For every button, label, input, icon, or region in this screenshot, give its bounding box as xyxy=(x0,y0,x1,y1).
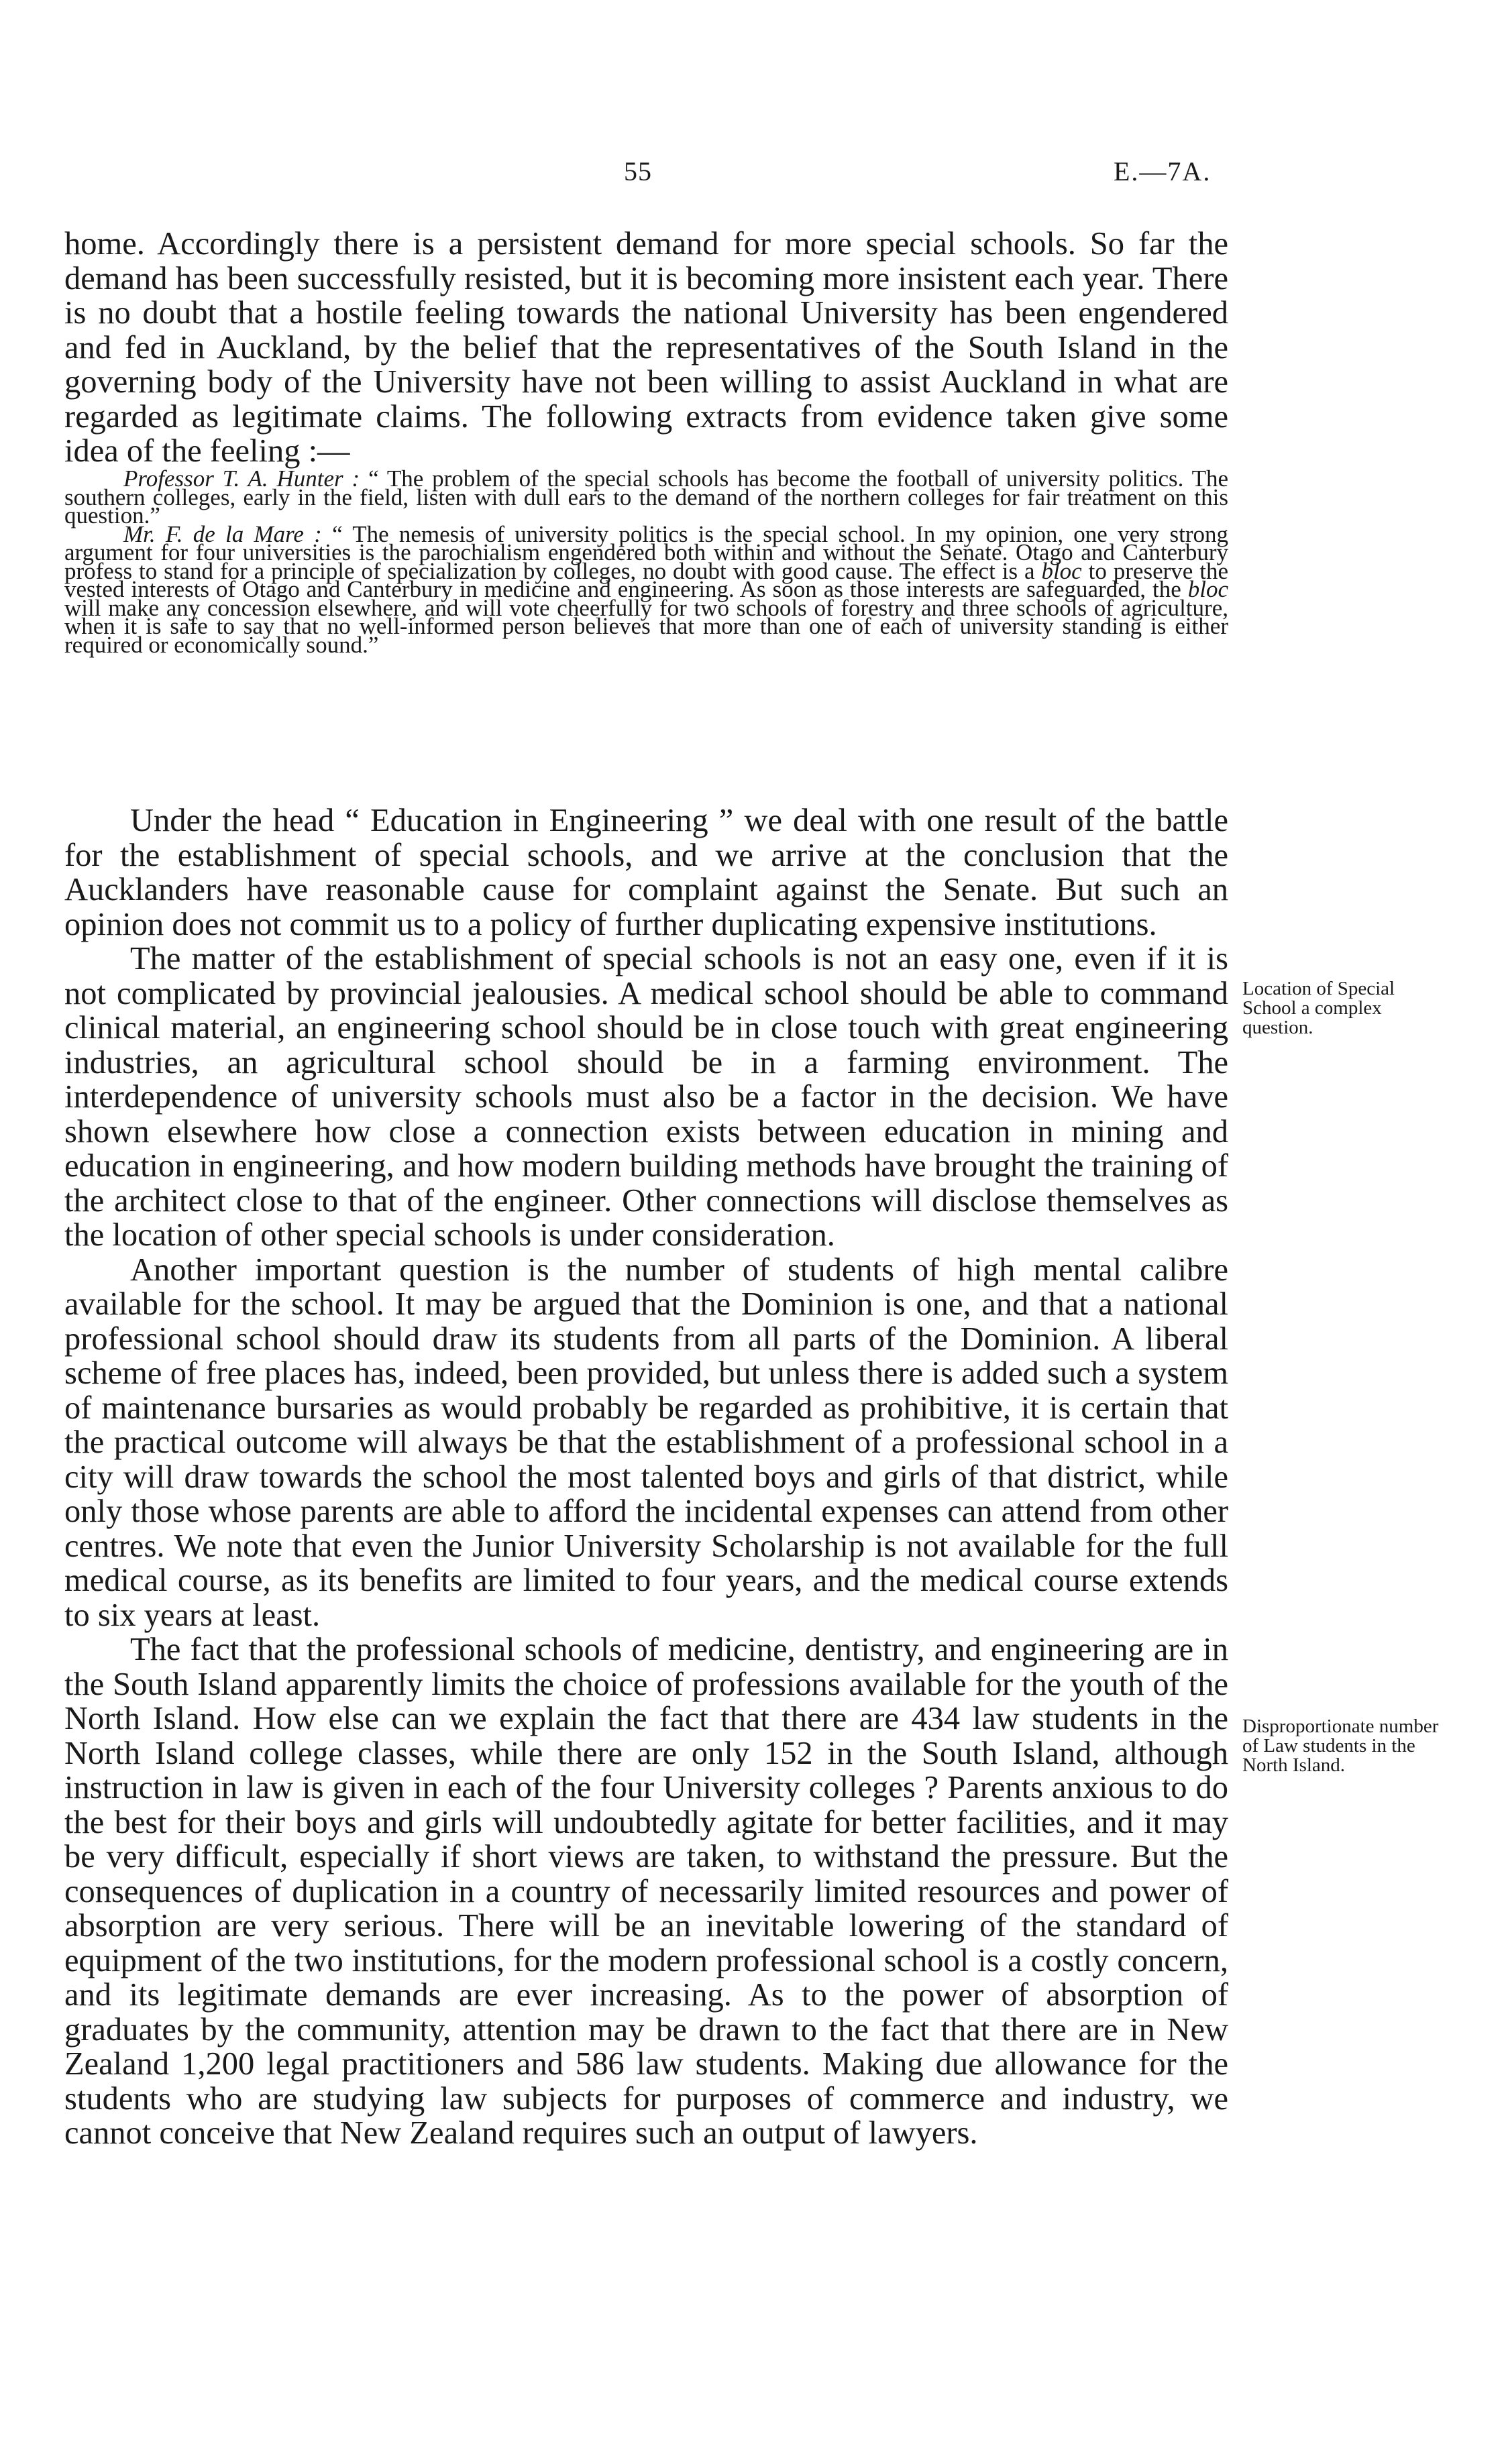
quote-speaker-de-la-mare: Mr. F. de la Mare : xyxy=(123,520,322,547)
main-text-lower xyxy=(64,803,1228,2151)
page-number: 55 xyxy=(624,156,652,186)
paragraph-education-in-engineering: Under the head “ Education in Engineering ” we deal with one result of the battle for the establishment of special schools, and we arrive at the conclusion that the Aucklanders have reasonable cause for complaint against the Senate. But such an opinion does not commit us to a policy of further duplicating expensive institutions. xyxy=(64,803,1228,942)
paragraph-law-students: The fact that the professional schools of medicine, dentistry, and engineering are in the South Island apparently limits the choice of professions available for the youth of the North Island. How else can we explain the fact that there are 434 law students in the North Island college classes, while there are only 152 in the South Island, although instruction in law is given in each of the four University colleges ? Parents anxious to do the best for their boys and girls will undoubtedly agitate for better facilities, and it may be very difficult, especially if short views are taken, to withstand the pressure. But the consequences of duplication in a country of necessarily limited resources and power of absorption are very serious. There will be an inevitable lowering of the standard of equipment of the two institutions, for the modern professional school is a costly concern, and its legitimate demands are ever increasing. As to the power of absorption of graduates by the community, attention may be drawn to the fact that there are in New Zealand 1,200 legal practitioners and 586 law students. Making due allowance for the students who are studying law subjects for purposes of commerce and industry, we cannot conceive that New Zealand requires such an output of lawyers. xyxy=(64,1632,1228,2151)
quote-text-hunter: “ The problem of the special schools has become the football of university politics. The southern colleges, early in the field, listen with dull ears to the demand of the northern colleges for fair treatment on this question.” xyxy=(64,465,1228,528)
paragraph-students-of-high-calibre: Another important question is the number of students of high mental calibre available for the school. It may be argued that the Dominion is one, and that a national professional school should draw its students from all parts of the Dominion. A liberal scheme of free places has, indeed, been provided, but unless there is added such a system of maintenance bursaries as would probably be regarded as prohibitive, it is certain that the practical outcome will always be that the establishment of a professional school in a city will draw towards the school the most talented boys and girls of that district, while only those whose parents are able to afford the incidental expenses can attend from other centres. We note that even the Junior University Scholarship is not available for the full medical course, as its benefits are limited to four years, and the medical course extends to six years at least. xyxy=(64,1251,1228,1633)
quote-italic-bloc-1: bloc xyxy=(1041,557,1082,584)
quote-speaker-hunter: Professor T. A. Hunter : xyxy=(123,465,360,492)
quote-italic-bloc-2: bloc xyxy=(1187,576,1228,602)
paragraph-continuation: home. Accordingly there is a persistent demand for more special schools. So far the demand has been successfully resisted, but it is becoming more insistent each year. There is no doubt that a hostile feeling towards the national University has been engendered and fed in Auckland, by the belief that the representatives of the South Island in the governing body of the University have not been willing to assist Auckland in what are regarded as legitimate claims. The following extracts from evidence taken give some idea of the feeling :— xyxy=(64,226,1228,469)
main-text-upper xyxy=(64,227,1228,469)
quote-text-de-la-mare-c: will make any concession elsewhere, and will vote cheerfully for two schools of forestry and three schools of agriculture, when it is safe to say that no well-informed person believes that more than one of each of university standing is either required or economically sound.” xyxy=(64,594,1228,658)
quote-text-de-la-mare-a: “ The nemesis of university politics is the special school. In my opinion, one very strong argument for four universities is the parochialism engendered both within and without the Senate. Otago and Canterbury profess to stand for a principle of specialization by colleges, no doubt with good cause. The effect is a xyxy=(64,520,1228,584)
document-reference: E.—7A. xyxy=(1114,156,1212,186)
evidence-extracts xyxy=(64,465,1228,658)
quote-hunter xyxy=(64,465,1228,528)
quote-text-de-la-mare-b: to preserve the vested interests of Otago and Canterbury in medicine and engineering. As soon as those interests are safeguarded, the xyxy=(64,557,1228,602)
paragraph-special-school-location: The matter of the establishment of special schools is not an easy one, even if it is not complicated by provincial jealousies. A medical school should be able to command clinical material, an engineering school should be in close touch with great engineering industries, an agricultural school should be in a farming environment. The interdependence of university schools must also be a factor in the decision. We have shown elsewhere how close a connection exists between education in mining and education in engineering, and how modern building methods have brought the training of the architect close to that of the engineer. Other connections will disclose themselves as the location of other special schools is under consideration. xyxy=(64,941,1228,1253)
sidenote-location-of-special-school: Location of Special School a complex question. xyxy=(1242,978,1395,1038)
quote-de-la-mare xyxy=(64,520,1228,658)
sidenote-law-students: Disproportionate number of Law students in the North Island. xyxy=(1242,1716,1439,1776)
